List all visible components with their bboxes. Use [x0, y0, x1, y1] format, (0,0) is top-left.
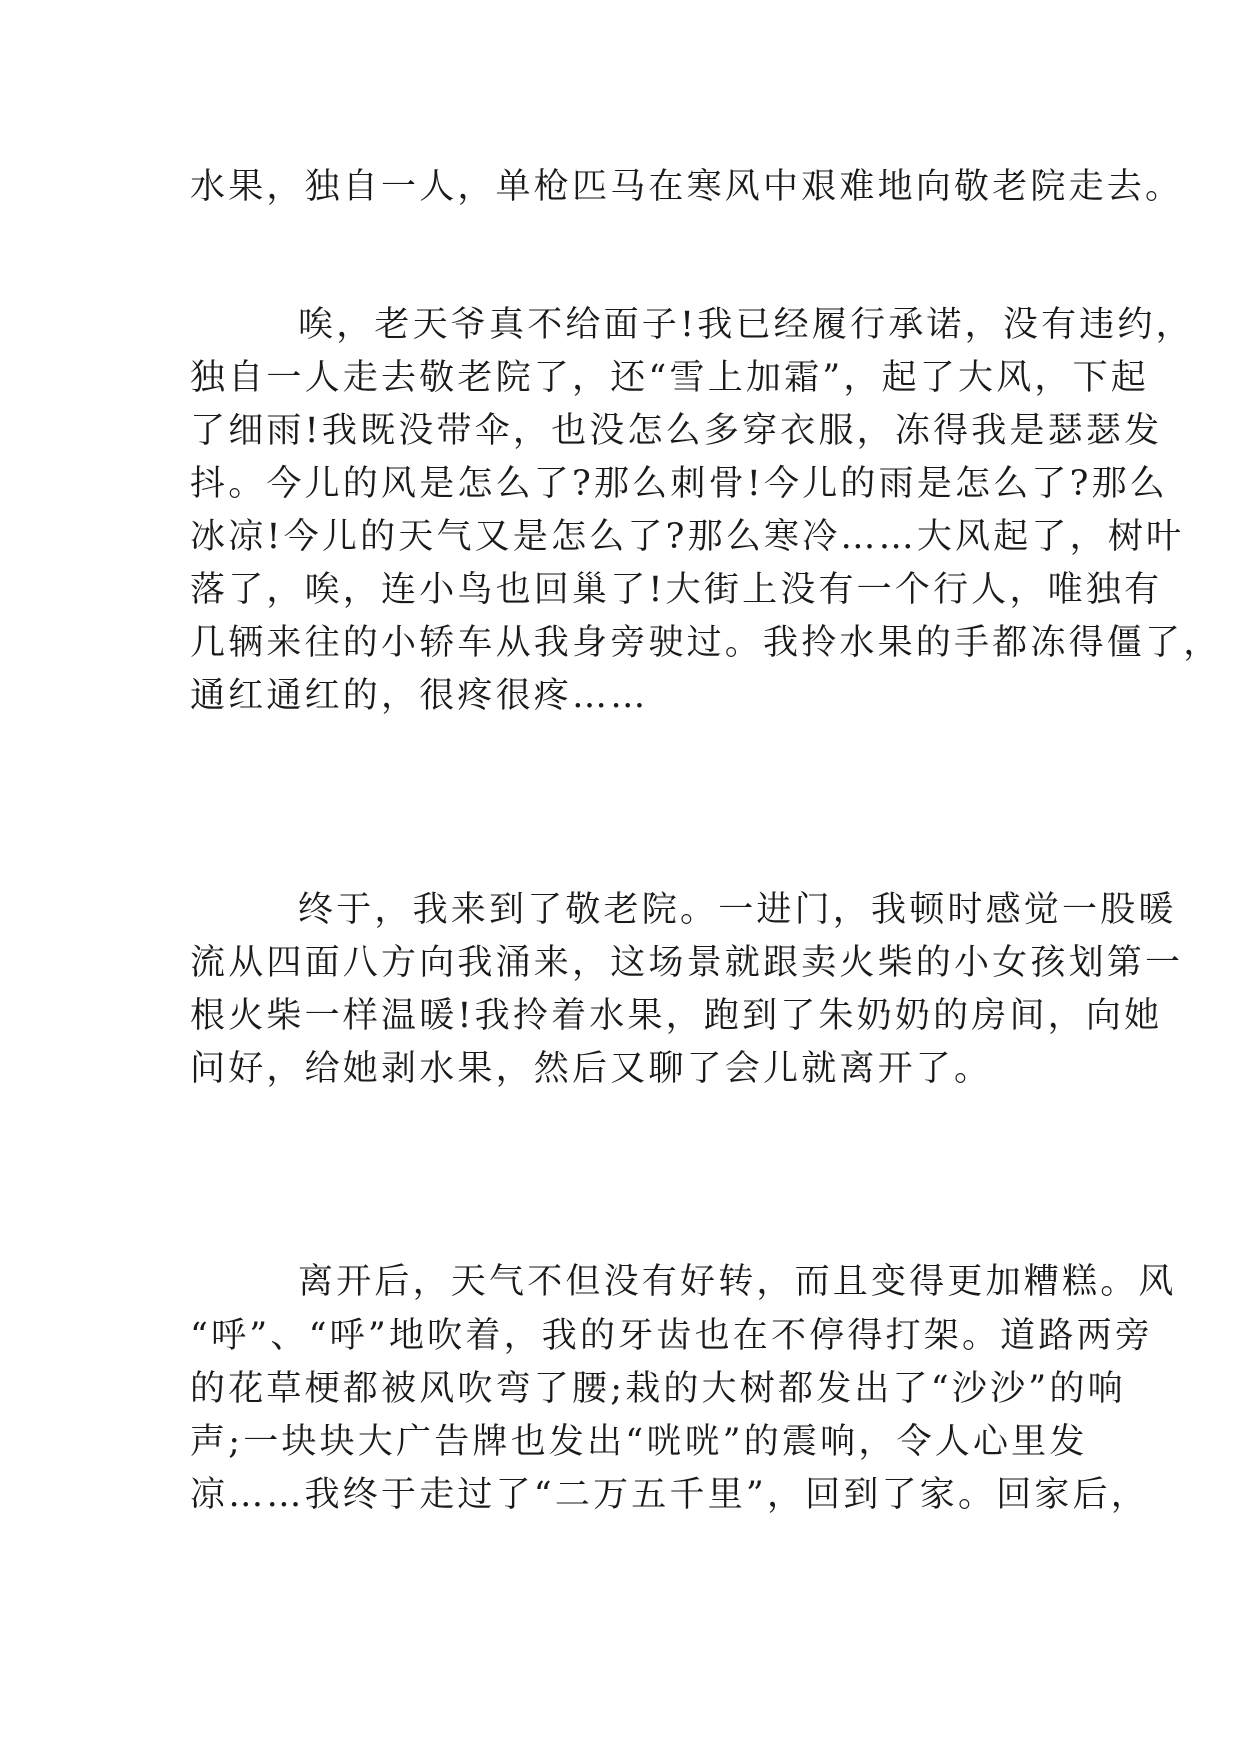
text-line: 通红通红的，很疼很疼…… — [190, 676, 649, 716]
text-line: 根火柴一样温暖!我拎着水果，跑到了朱奶奶的房间，向她 — [190, 996, 1163, 1036]
text-line: 问好，给她剥水果，然后又聊了会儿就离开了。 — [190, 1049, 993, 1089]
text-line: 抖。今儿的风是怎么了?那么刺骨!今儿的雨是怎么了?那么 — [190, 464, 1168, 504]
text-line: 的花草梗都被风吹弯了腰;栽的大树都发出了“沙沙”的响 — [190, 1369, 1126, 1409]
text-line: 了细雨!我既没带伞，也没怎么多穿衣服，冻得我是瑟瑟发 — [190, 411, 1163, 451]
text-line: 水果，独自一人，单枪匹马在寒风中艰难地向敬老院走去。 — [190, 167, 1184, 207]
text-line: 流从四面八方向我涌来，这场景就跟卖火柴的小女孩划第一 — [190, 943, 1184, 983]
text-line: 冰凉!今儿的天气又是怎么了?那么寒冷……大风起了，树叶 — [190, 517, 1185, 557]
text-line: 几辆来往的小轿车从我身旁驶过。我拎水果的手都冻得僵了， — [190, 623, 1222, 663]
text-line: 独自一人走去敬老院了，还“雪上加霜”，起了大风，下起 — [190, 358, 1149, 398]
paragraph-first-line: 离开后，天气不但没有好转，而且变得更加糟糕。风 — [298, 1262, 1177, 1302]
text-line: “呼”、“呼”地吹着，我的牙齿也在不停得打架。道路两旁 — [190, 1316, 1153, 1356]
text-line: 声;一块块大广告牌也发出“咣咣”的震响，令人心里发 — [190, 1422, 1088, 1462]
paragraph-first-line: 唉，老天爷真不给面子!我已经履行承诺，没有违约， — [298, 305, 1194, 345]
text-line: 落了，唉，连小鸟也回巢了!大街上没有一个行人，唯独有 — [190, 570, 1163, 610]
text-line: 凉……我终于走过了“二万五千里”，回到了家。回家后， — [190, 1475, 1149, 1515]
paragraph-first-line: 终于，我来到了敬老院。一进门，我顿时感觉一股暖 — [298, 890, 1177, 930]
